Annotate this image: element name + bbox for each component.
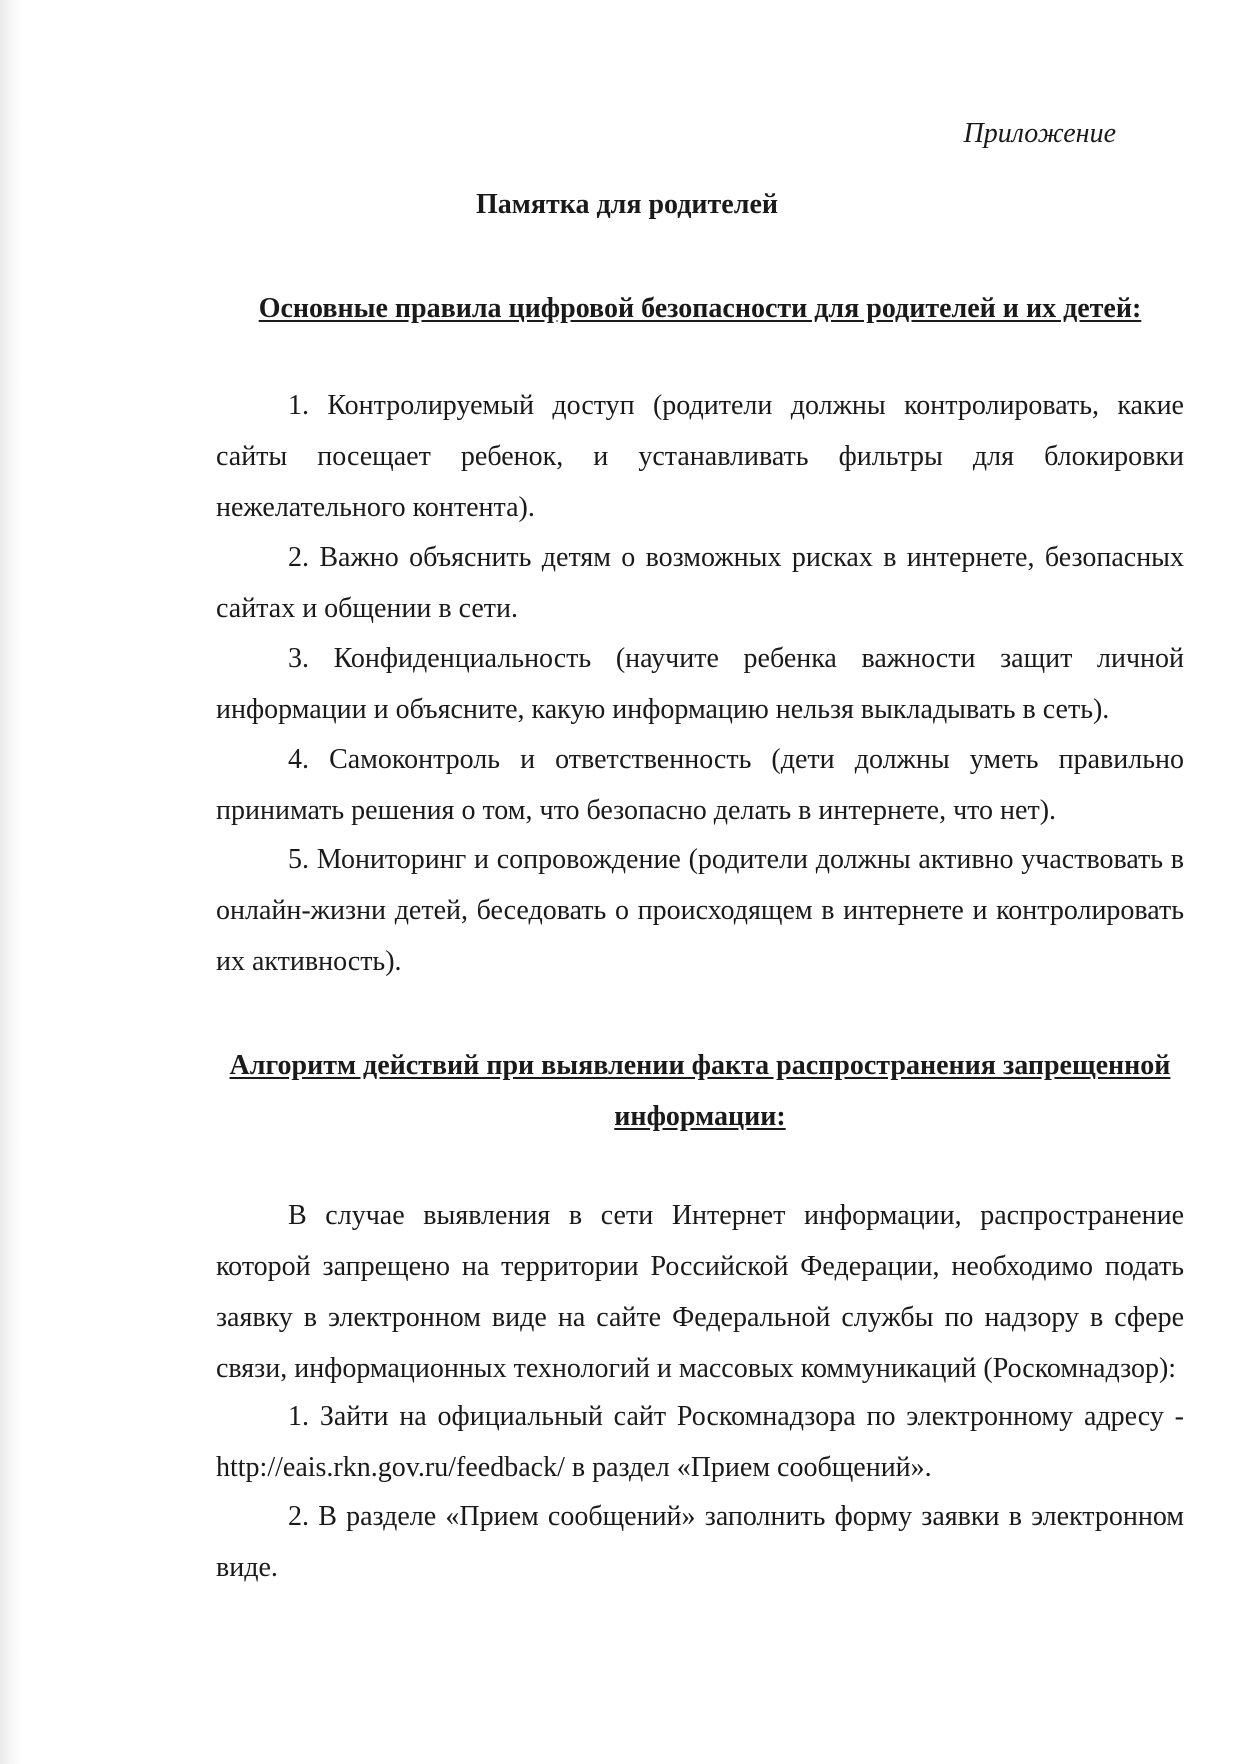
rule-item-4: 4. Самоконтроль и ответственность (дети должны уметь правильно принимать решения о том, что безопасно делать в интернете, что нет).: [216, 744, 1184, 826]
algorithm-intro: В случае выявления в сети Интернет информации, распространение которой запрещено на территории Российской Федерации, необходимо подать заявку в электронном виде на сайте Федеральной службы по надзору в сфере связи, информационных технологий и массовых коммуникаций (Роскомнадзор):: [216, 1200, 1184, 1384]
algorithm-step-1: 1. Зайти на официальный сайт Роскомнадзора по электронному адресу - http://eais.rkn.gov.ru/feedback/ в раздел «Прием сообщений».: [216, 1401, 1184, 1483]
rule-item-3: 3. Конфиденциальность (научите ребенка важности защит личной информации и объясните, какую информацию нельзя выкладывать в сеть).: [216, 643, 1184, 725]
section-heading-digital-safety: Основные правила цифровой безопасности для родителей и их детей:: [258, 293, 1142, 324]
rule-item-5: 5. Мониторинг и сопровождение (родители должны активно участвовать в онлайн-жизни детей, беседовать о происходящем в интернете и контролировать их активность).: [216, 844, 1184, 977]
page-title: Памятка для родителей: [476, 189, 778, 220]
appendix-label: Приложение: [963, 118, 1116, 149]
scan-edge-shadow: [0, 0, 22, 1764]
section-heading-algorithm: Алгоритм действий при выявлении факта распространения запрещенной информации:: [229, 1050, 1171, 1132]
rule-item-2: 2. Важно объяснить детям о возможных рисках в интернете, безопасных сайтах и общении в сети.: [216, 542, 1184, 624]
rule-item-1: 1. Контролируемый доступ (родители должны контролировать, какие сайты посещает ребенок, и устанавливать фильтры для блокировки нежелательного контента).: [216, 390, 1184, 523]
algorithm-step-2: 2. В разделе «Прием сообщений» заполнить форму заявки в электронном виде.: [216, 1501, 1184, 1583]
